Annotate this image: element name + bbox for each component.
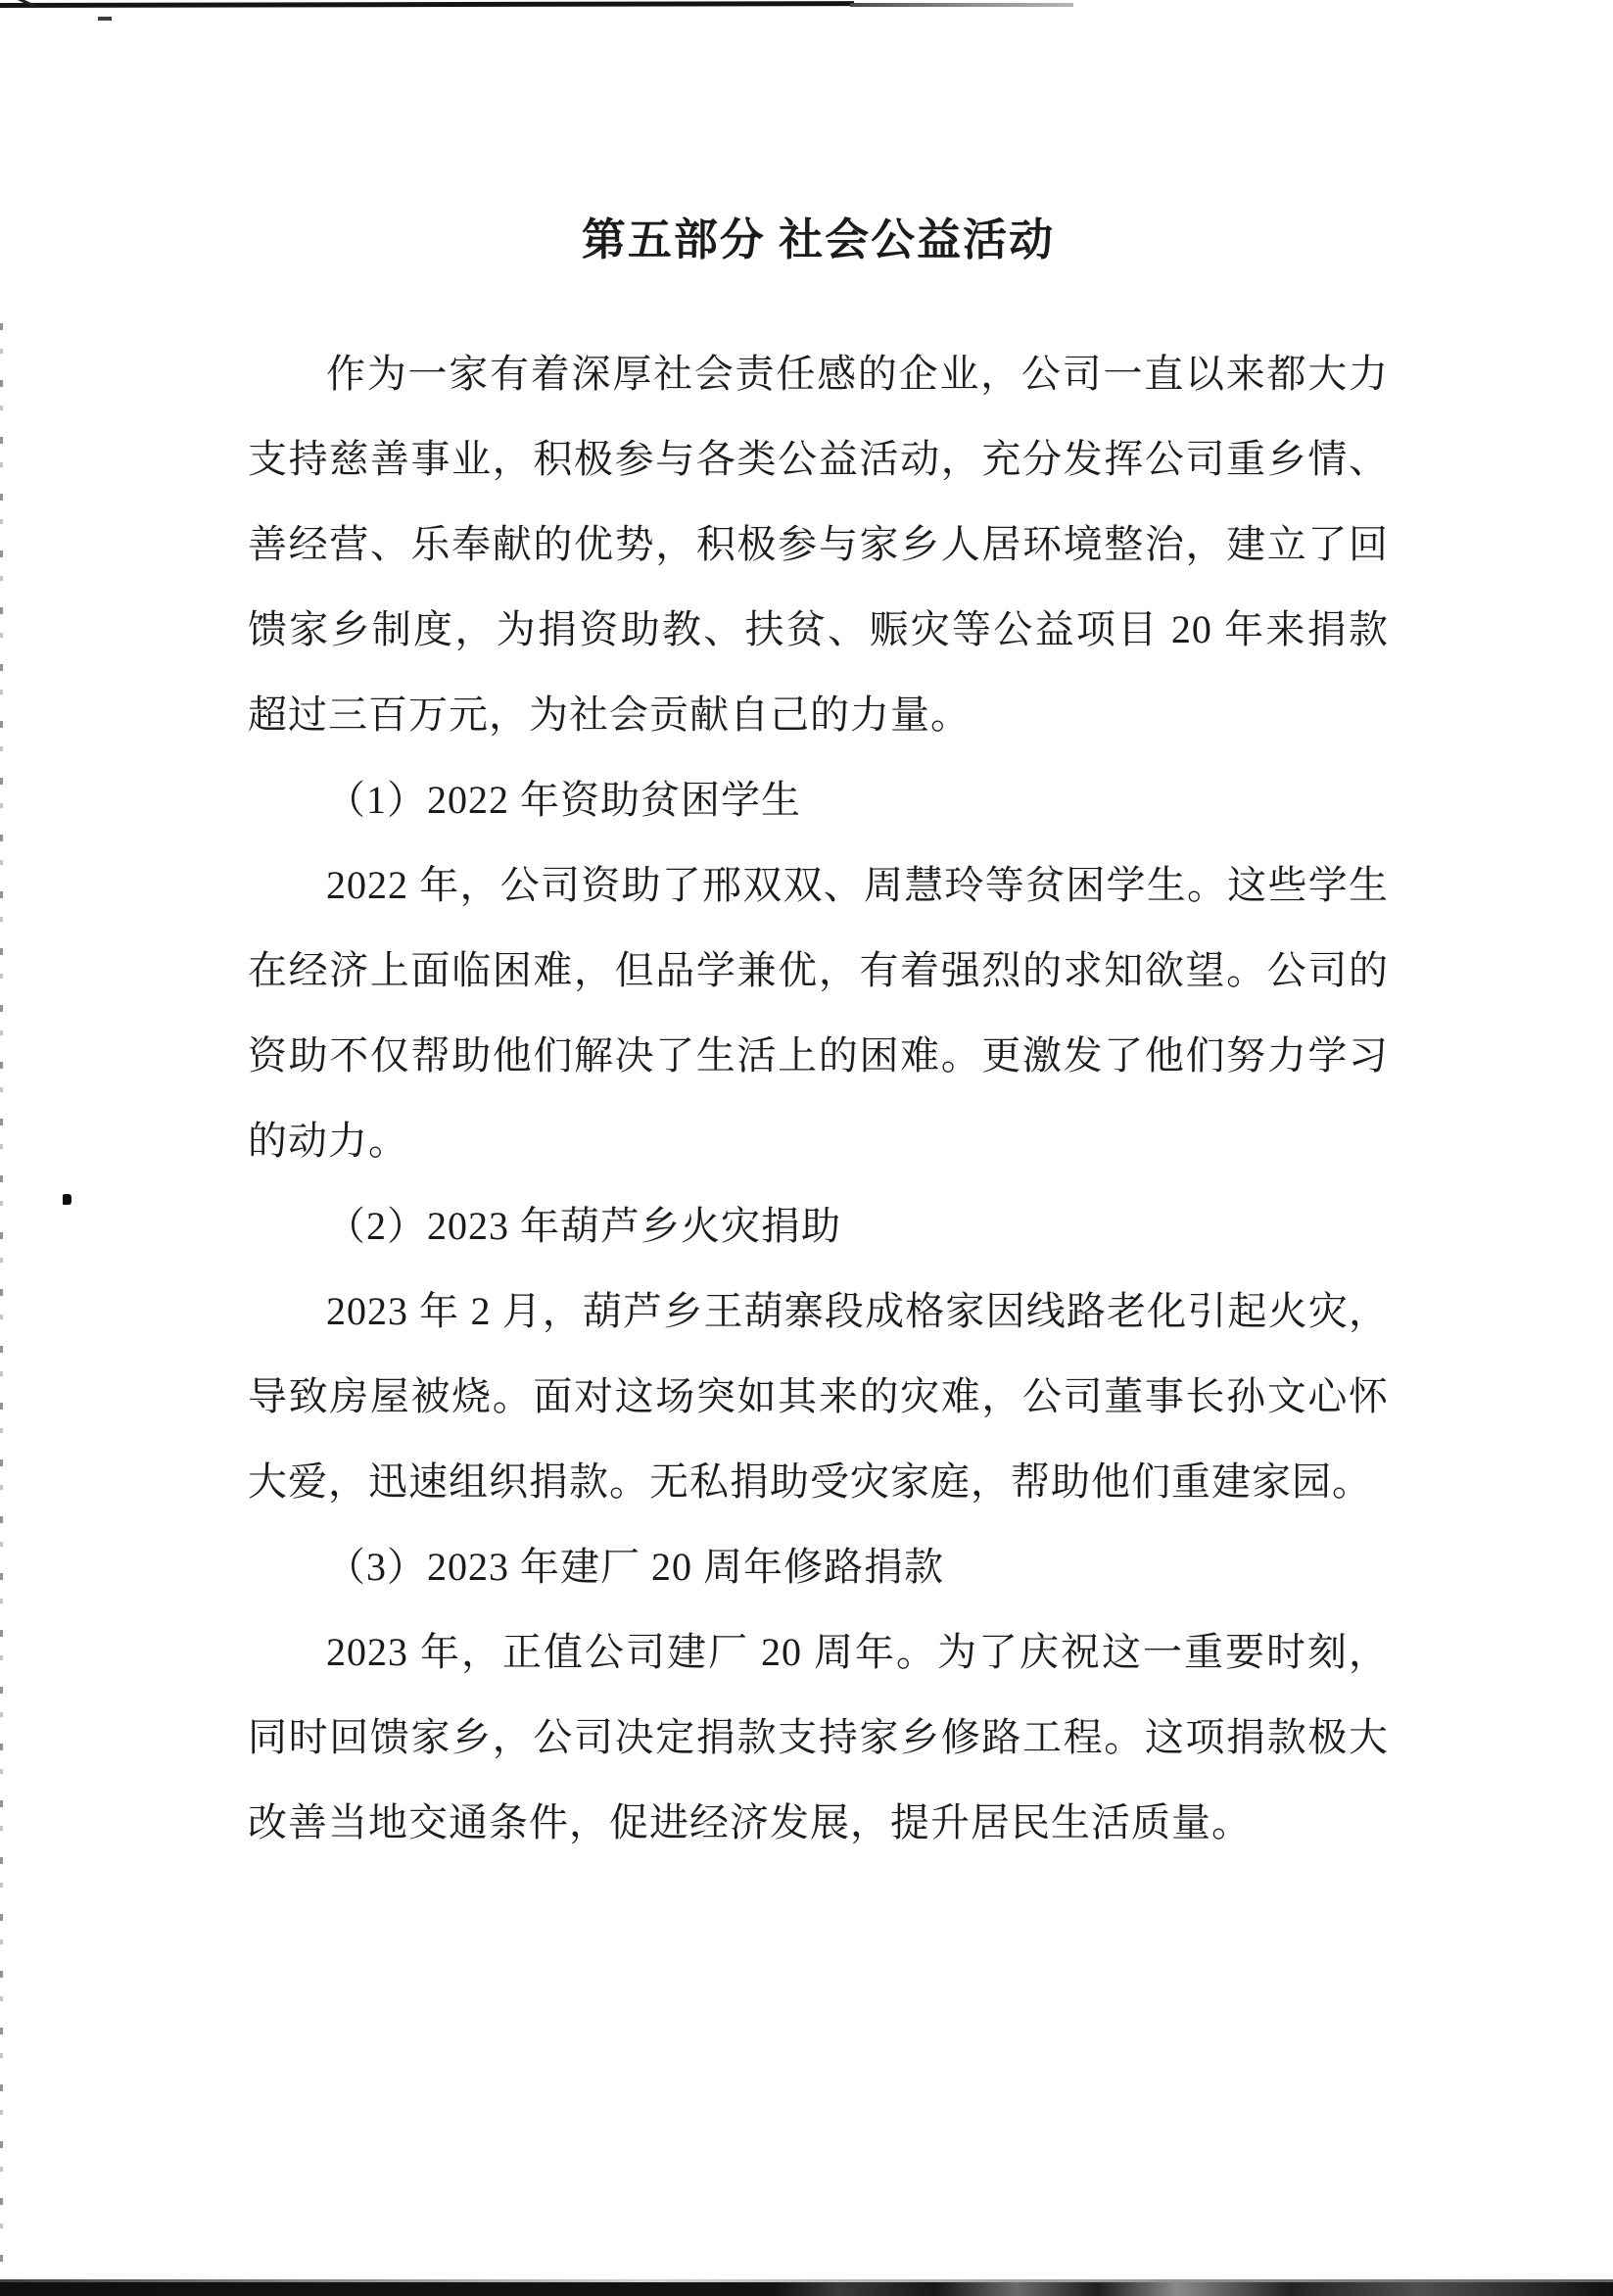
- document-content: [248, 210, 1389, 1865]
- subsection-heading-1: （1）2022 年资助贫困学生: [326, 778, 801, 822]
- document-title: 第五部分 社会公益活动: [581, 215, 1056, 264]
- scan-artifact-speck: [63, 1194, 71, 1205]
- subsection-heading-3: （3）2023 年建厂 20 周年修路捐款: [326, 1545, 944, 1589]
- subsection-paragraph-2: 2023 年 2 月，葫芦乡王葫寨段成格家因线路老化引起火灾，导致房屋被烧。面对这场突如其来的灾难，公司董事长孙文心怀大爱，迅速组织捐款。无私捐助受灾家庭，帮助他们重建家园。: [248, 1289, 1389, 1504]
- scan-artifact-top-edge: [0, 1, 854, 8]
- subsection-paragraph-3: 2023 年，正值公司建厂 20 周年。为了庆祝这一重要时刻，同时回馈家乡，公司决定捐款支持家乡修路工程。这项捐款极大改善当地交通条件，促进经济发展，提升居民生活质量。: [248, 1630, 1389, 1844]
- intro-paragraph: 作为一家有着深厚社会责任感的企业，公司一直以来都大力支持慈善事业，积极参与各类公益活动，充分发挥公司重乡情、善经营、乐奉献的优势，积极参与家乡人居环境整治，建立了回馈家乡制度，为捐资助教、扶贫、赈灾等公益项目 20 年来捐款超过三百万元，为社会贡献自己的力量。: [248, 352, 1389, 737]
- scan-artifact-top-hook: [4, 0, 35, 8]
- scan-artifact-bottom-edge: [0, 2282, 1613, 2296]
- subsection-heading-2: （2）2023 年葫芦乡火灾捐助: [326, 1204, 841, 1248]
- scan-artifact-top-tick: [98, 17, 112, 21]
- subsection-paragraph-1: 2022 年，公司资助了邢双双、周慧玲等贫困学生。这些学生在经济上面临困难，但品学兼优，有着强烈的求知欲望。公司的资助不仅帮助他们解决了生活上的困难。更激发了他们努力学习的动力。: [248, 863, 1389, 1163]
- scan-artifact-top-edge-fade: [850, 3, 1073, 7]
- scan-artifact-left-edge: [0, 323, 3, 2268]
